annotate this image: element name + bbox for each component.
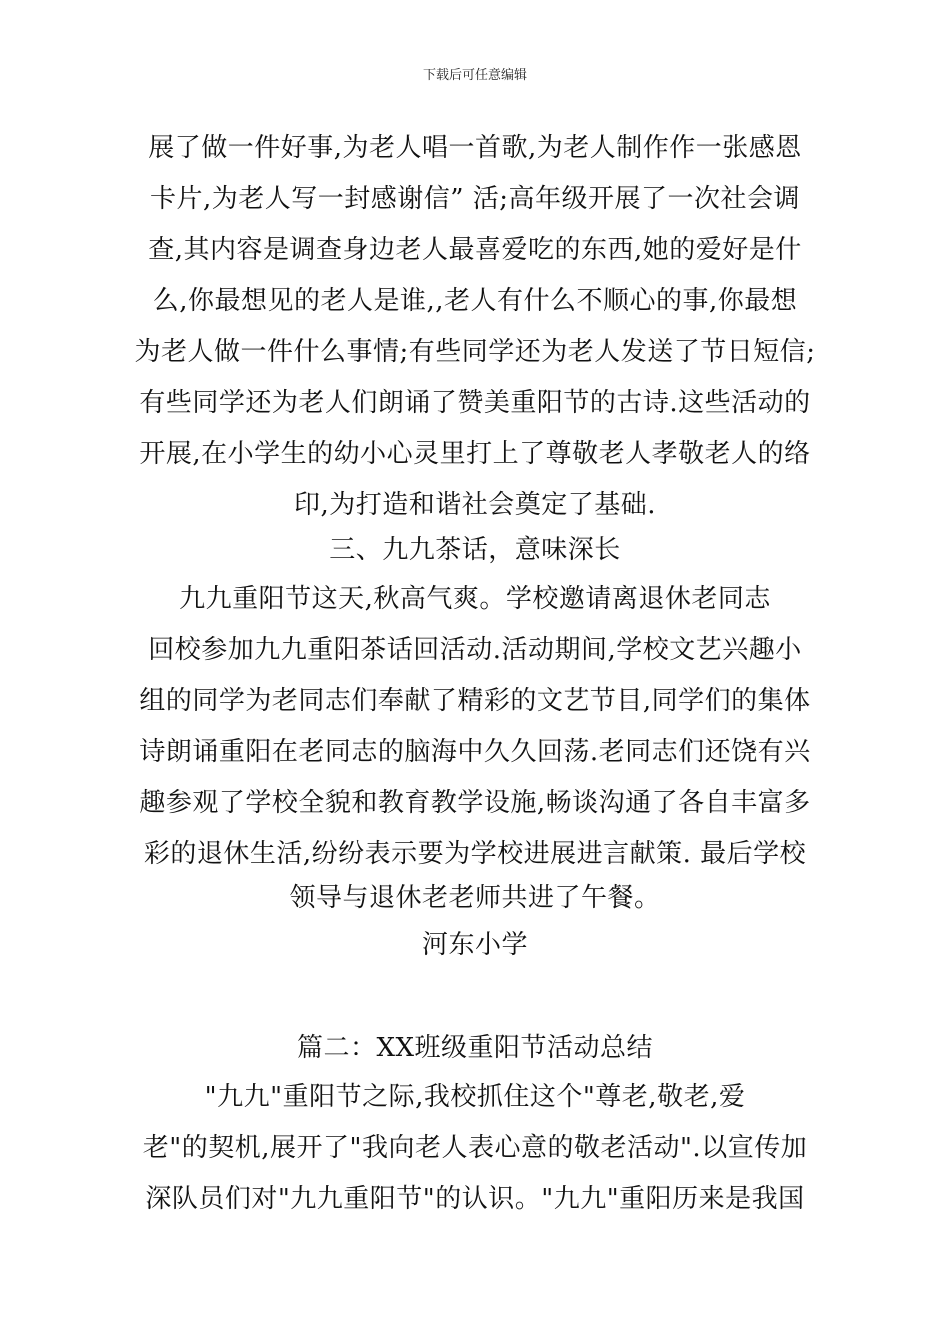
page-header: 下载后可任意编辑	[422, 68, 527, 83]
paragraph-line: 领导与退休老老师共进了午餐。	[289, 883, 661, 913]
paragraph-line: 么,你最想见的老人是谁,,老人有什么不顺心的事,你最想	[152, 286, 798, 316]
paragraph-line: 彩的退休生活,纷纷表示要为学校进展进言献策. 最后学校	[143, 839, 807, 869]
paragraph-line: 老"的契机,展开了"我向老人表心意的敬老活动".以宣传加	[142, 1133, 808, 1163]
paragraph-line: 卡片,为老人写一封感谢信” 活;高年级开展了一次社会调	[149, 184, 801, 214]
section-heading: 篇二：XX班级重阳节活动总结	[296, 1033, 654, 1063]
signature-line: 河东小学	[421, 930, 528, 960]
paragraph-line: 为老人做一件什么事情;有些同学还为老人发送了节日短信;	[134, 337, 816, 367]
paragraph-line: 组的同学为老同志们奉献了精彩的文艺节目,同学们的集体	[139, 686, 811, 716]
paragraph-line: 查,其内容是调查身边老人最喜爱吃的东西,她的爱好是什	[148, 235, 802, 265]
paragraph-line: 九九重阳节这天,秋高气爽。学校邀请离退休老同志	[179, 584, 771, 614]
section-heading: 三、九九茶话，意味深长	[329, 535, 621, 565]
paragraph-line: "九九"重阳节之际,我校抓住这个"尊老,敬老,爱	[204, 1082, 746, 1112]
paragraph-line: 有些同学还为老人们朗诵了赞美重阳节的古诗.这些活动的	[139, 388, 811, 418]
paragraph-line: 深队员们对"九九重阳节"的认识。"九九"重阳历来是我国	[145, 1184, 805, 1214]
paragraph-line: 诗朗诵重阳在老同志的脑海中久久回荡.老同志们还饶有兴	[139, 737, 811, 767]
paragraph-line: 开展,在小学生的幼小心灵里打上了尊敬老人孝敬老人的络	[139, 439, 811, 469]
paragraph-line: 印,为打造和谐社会奠定了基础.	[293, 490, 657, 520]
paragraph-line: 展了做一件好事,为老人唱一首歌,为老人制作作一张感恩	[148, 133, 802, 163]
paragraph-line: 趣参观了学校全貌和教育教学设施,畅谈沟通了各自丰富多	[139, 788, 811, 818]
paragraph-line: 回校参加九九重阳茶话回活动.活动期间,学校文艺兴趣小	[148, 635, 802, 665]
